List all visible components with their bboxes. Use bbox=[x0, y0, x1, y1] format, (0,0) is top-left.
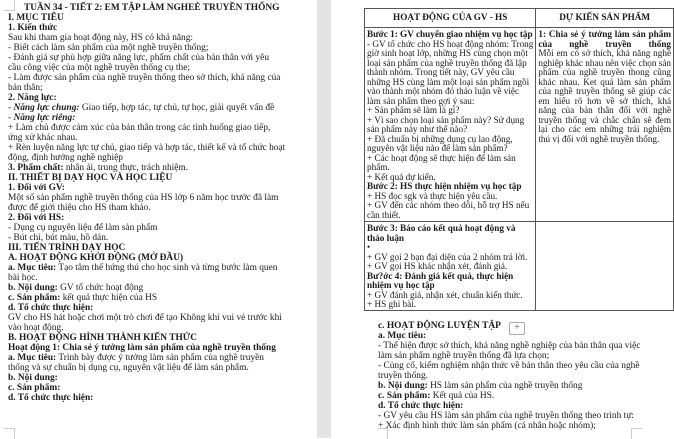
text-line bbox=[8, 313, 285, 323]
text-line bbox=[8, 363, 285, 373]
table-cell bbox=[536, 222, 674, 311]
bold-label: 2. Đối với HS: bbox=[8, 213, 65, 223]
text-line bbox=[8, 43, 285, 53]
bold-label: c. HOẠT ĐỘNG LUYỆN TẬP bbox=[378, 321, 501, 331]
line-text: giờ sinh hoạt lớp, những HS cùng chọn một bbox=[367, 48, 528, 58]
line-text: - bbox=[8, 113, 14, 123]
bold-label: Năng lực riêng: bbox=[13, 113, 76, 123]
line-text: làm sản phẩm nghề truyền thống đã lựa chọn; bbox=[378, 351, 550, 361]
text-line bbox=[367, 211, 533, 221]
line-text: GV cho HS hát hoặc chơi một trò chơi để tạo Không khí vui vẻ trước khi bbox=[8, 313, 282, 323]
text-line bbox=[8, 163, 285, 173]
text-line bbox=[367, 154, 533, 164]
bold-label: Bước 2: HS thực hiện nhiệm vụ học tập bbox=[367, 181, 522, 191]
text-line bbox=[8, 123, 285, 133]
bold-label: Hoạt động 1: Chia sẻ ý tưởng làm sản phẩm của nghề truyền thống bbox=[8, 343, 276, 353]
bold-label: III. TIẾN TRÌNH DẠY HỌC bbox=[8, 243, 126, 253]
line-text: + Xác định hình thức làm sản phẩm (cá nhân hoặc nhóm); bbox=[378, 421, 596, 431]
page-corner-mark bbox=[377, 428, 388, 439]
text-line bbox=[8, 383, 285, 393]
table-header-expected-product: DỰ KIẾN SẢN PHẨM bbox=[536, 9, 674, 28]
text-line bbox=[8, 3, 285, 13]
line-text: + Đã chuẩn bị những dụng cụ lao động, bbox=[367, 133, 513, 144]
line-text: thống và sự chuẩn bị dụng cụ, nguyên vật liệu để làm sản phẩm. bbox=[8, 363, 249, 373]
text-line bbox=[8, 243, 285, 253]
bold-label: b. Nội dung: bbox=[378, 381, 428, 391]
text-line bbox=[8, 283, 285, 293]
text-line bbox=[8, 113, 285, 123]
text-line bbox=[8, 23, 285, 33]
line-text: - bbox=[8, 103, 14, 113]
line-text: + GV gọi HS khác nhận xét, đánh giá. bbox=[367, 261, 508, 271]
text-line bbox=[8, 173, 285, 183]
text-line bbox=[378, 381, 640, 391]
line-text: + HS ghi bài. bbox=[367, 299, 417, 309]
line-text: phẩm của nghề truyền thong cũng bbox=[538, 67, 672, 77]
line-text: được để giới thiệu cho HS tham khảo. bbox=[8, 203, 151, 213]
bold-label: Bước 1: GV chuyển giao nhiệm vụ học tập bbox=[367, 29, 533, 39]
line-text: + Các hoạt động sẽ thực hiện để làm sản bbox=[367, 152, 516, 163]
text-line bbox=[8, 273, 285, 283]
text-line bbox=[367, 234, 533, 244]
text-line bbox=[378, 371, 640, 381]
text-line bbox=[8, 33, 285, 43]
line-text: + Vì sao chọn loại sản phẩm này? Sử dụng bbox=[367, 114, 525, 125]
bold-label: 1. Đối với GV: bbox=[8, 183, 65, 193]
left-page bbox=[0, 0, 317, 438]
text-line bbox=[8, 333, 285, 343]
line-text: + Kết quả dự kiến. bbox=[367, 171, 436, 182]
line-text: Mỗi em có sở thích, khả năng nghề bbox=[538, 48, 672, 58]
line-text: GV tổ chức hoạt động bbox=[57, 283, 144, 293]
line-text: Một số sản phẩm nghề truyền thống của HS lớp 6 năm học trước đã làm bbox=[8, 193, 279, 203]
line-text: - Củng cố, kiểm nghiệm nhận thức về bản thân theo yêu cầu của nghề bbox=[378, 361, 640, 371]
right-page bbox=[331, 0, 672, 438]
line-text: + HS đọc sgk và thực hiện yêu cầu. bbox=[367, 190, 498, 201]
line-text: - Đánh giá sự phù hợp giữa năng lực, phẩm chất của bản thân với yêu bbox=[8, 53, 270, 63]
text-line bbox=[378, 391, 640, 401]
text-line bbox=[8, 393, 285, 403]
table-cell bbox=[365, 28, 536, 222]
text-line bbox=[8, 343, 285, 353]
bold-label: d. Tổ chức thực hiện: bbox=[8, 303, 94, 313]
table-cell bbox=[365, 222, 536, 311]
bold-label: 1. Kiến thức bbox=[8, 23, 58, 33]
bold-label: b. Nội dung: bbox=[8, 283, 58, 293]
line-text: truyền thống và chắc chắn sẽ đem bbox=[538, 114, 672, 125]
table-cell bbox=[536, 28, 674, 222]
text-line bbox=[8, 53, 285, 63]
text-line bbox=[378, 421, 640, 431]
bold-label: a. Mục tiêu: bbox=[8, 353, 57, 363]
bold-label: d. Tổ chức thực hiện: bbox=[378, 401, 464, 411]
bold-label: d. Tổ chức thực hiện: bbox=[8, 393, 94, 403]
line-text: bài học. bbox=[8, 273, 38, 283]
line-text: - Dụng cụ nguyên liệu để làm sản phẩm bbox=[8, 223, 158, 233]
text-line bbox=[8, 153, 285, 163]
text-line bbox=[8, 253, 285, 263]
text-line bbox=[378, 411, 640, 421]
text-line bbox=[538, 135, 671, 145]
text-line bbox=[8, 133, 285, 143]
line-text: + Sản phẩm sẽ làm là gì? bbox=[367, 105, 460, 115]
bold-label: thảo luận bbox=[367, 232, 405, 243]
text-line bbox=[8, 203, 285, 213]
line-text: Trình bày được ý tưởng làm sản phẩm của nghề truyền bbox=[56, 353, 264, 363]
bold-label: 3. Phẩm chất: bbox=[8, 163, 64, 173]
bold-label: a. Mục tiêu: bbox=[8, 263, 57, 273]
text-line bbox=[8, 213, 285, 223]
line-text: động, định hướng nghề nghiệp bbox=[8, 153, 123, 163]
bold-label: A. HOẠT ĐỘNG KHỞI ĐỘNG (MỞ ĐẦU) bbox=[8, 253, 184, 263]
bold-label: 2. Năng lực: bbox=[8, 93, 57, 103]
line-text: năng của bản thân đối với nghề bbox=[538, 105, 672, 115]
line-text: sản phẩm này như thế nào? bbox=[367, 124, 468, 134]
bold-label: II. THIẾT BỊ DẠY HỌC VÀ HỌC LIỆU bbox=[8, 173, 173, 183]
line-text: - Làm được sản phẩm của nghề truyền thống theo sở thích, khả năng của bbox=[8, 73, 281, 83]
text-line bbox=[367, 300, 533, 310]
bold-label: Năng lực chung: bbox=[13, 103, 80, 113]
line-text: nguyên vật liệu nào để làm sản phẩm? bbox=[367, 143, 508, 153]
line-text: ứng xử khác nhau. bbox=[8, 133, 78, 143]
line-text: thú vị đối với nghề truyền thống. bbox=[538, 133, 660, 144]
line-text: kết quả thực hiện của HS bbox=[60, 293, 158, 303]
text-line bbox=[8, 323, 285, 333]
text-line bbox=[8, 223, 285, 233]
bold-label: nhiệm vụ học tập bbox=[367, 280, 435, 290]
line-text: làm sản phẩm theo gợi ý sau: bbox=[367, 95, 475, 106]
bold-label: TUẦN 34 - TIẾT 2: EM TẬP LÀM NGHEÈ TRUYỀN THỐNG bbox=[24, 3, 280, 13]
text-line bbox=[8, 143, 285, 153]
line-text: khác nhau. Ket quả làm sản phẩm bbox=[538, 76, 672, 87]
bold-label: c. Sản phẩm: bbox=[378, 391, 431, 401]
line-text: + GV gọi 2 bạn đại diện của 2 nhóm trả lời. bbox=[367, 251, 528, 262]
text-line bbox=[8, 93, 285, 103]
text-line bbox=[378, 341, 640, 351]
text-line bbox=[8, 293, 285, 303]
text-line bbox=[378, 361, 640, 371]
text-line bbox=[378, 401, 640, 411]
text-line bbox=[8, 373, 285, 383]
line-text: truyền thống. bbox=[378, 371, 428, 381]
line-text: những HS cùng làm một loại sản phẩm ngồi bbox=[367, 76, 530, 87]
line-text: - Thể hiện được sở thích, khả năng nghề nghiệp của bản thân qua việc bbox=[378, 341, 641, 351]
bold-label: b. Nội dung: bbox=[8, 373, 58, 383]
line-text: vào hoạt động. bbox=[8, 323, 64, 333]
text-line bbox=[8, 73, 285, 83]
line-text: HS làm sản phẩm của nghề truyền thống bbox=[427, 381, 583, 391]
page-corner-mark bbox=[4, 428, 15, 439]
line-text: em hiểu rõ hơn về sở thích, khả bbox=[538, 95, 672, 106]
bold-label: B. HOẠT ĐỘNG HÌNH THÀNH KIẾN THỨC bbox=[8, 333, 198, 343]
line-text: + GV đánh giá, nhận xét, chuẩn kiến thức. bbox=[367, 289, 523, 300]
bold-label: của nghề truyền thống bbox=[538, 38, 672, 49]
line-text: thành nhóm. Trong tiết này, GV yêu cầu bbox=[367, 67, 515, 77]
left-page-text bbox=[8, 3, 285, 403]
text-line bbox=[8, 13, 285, 23]
line-text: + GV đến các nhóm theo dõi, hỗ trợ HS nếu bbox=[367, 200, 530, 210]
text-line bbox=[8, 183, 285, 193]
line-text: cầu công việc của một nghề truyền thống cụ the; bbox=[8, 63, 190, 73]
activity-table bbox=[364, 8, 674, 311]
text-line bbox=[8, 353, 285, 363]
line-text: loại sản phẩm của nghề truyền thống đã lập bbox=[367, 57, 527, 68]
line-text: - Biết cách làm sản phẩm của một nghề truyền thống; bbox=[8, 43, 209, 53]
bold-label: Bước 3: Báo cáo kết quả hoạt động và bbox=[367, 223, 516, 233]
line-text: Giao tiếp, hợp tác, tự chủ, tự học, giải quyết vấn đề bbox=[79, 103, 275, 113]
bold-label: Bư?ớc 4: Đánh giá kết quả, thực hiện bbox=[367, 270, 514, 281]
bold-label: a. Mục tiêu: bbox=[378, 331, 427, 341]
text-line bbox=[8, 63, 285, 73]
line-text: cần thiết. bbox=[367, 209, 401, 220]
line-text: lại cho các em những trải nghiệm bbox=[538, 124, 672, 134]
line-text: phẩm. bbox=[367, 162, 390, 172]
table-header-teacher-student: HOẠT ĐỘNG CỦA GV - HS bbox=[365, 9, 536, 28]
text-line bbox=[8, 103, 285, 113]
line-text: + Rèn luyện năng lực tự chủ, giao tiếp và hợp tác, thiết kế và tổ chức hoạt bbox=[8, 143, 286, 153]
line-text: vào thành một nhóm đỏ thảo luận về việc bbox=[367, 86, 520, 96]
bold-label: c. Sản phẩm: bbox=[8, 293, 61, 303]
text-line bbox=[378, 351, 640, 361]
line-text: • bbox=[367, 242, 371, 252]
bold-label: I. MỤC TIÊU bbox=[8, 13, 64, 23]
text-line bbox=[8, 303, 285, 313]
line-text: nhân ái, trung thực, trách nhiệm. bbox=[63, 163, 189, 173]
line-text: + Làm chủ được cảm xúc của bản thân trong các tình huống giao tiếp, bbox=[8, 123, 271, 133]
line-text: Kết quả của HS. bbox=[430, 391, 495, 401]
line-text: của nghề truyền thống sẽ giúp các bbox=[538, 86, 672, 96]
line-text: nghiệp khác nhau nên việc chọn sản bbox=[538, 57, 672, 68]
text-line bbox=[8, 193, 285, 203]
line-text: - GV yêu cầu HS làm sản phẩm của nghề truyền thống theo trình tự: bbox=[378, 411, 634, 421]
add-row-button[interactable]: + bbox=[509, 322, 525, 335]
bold-label: c. Sản phẩm: bbox=[8, 383, 61, 393]
text-line bbox=[8, 233, 285, 243]
line-text: Sau khi tham gia hoạt động này, HS có khả năng: bbox=[8, 33, 194, 43]
bold-label: 1: Chia sẻ ý tưởng làm sản phẩm bbox=[538, 29, 672, 39]
page-corner-mark bbox=[631, 428, 642, 439]
text-line bbox=[8, 83, 285, 93]
line-text: bản thân; bbox=[8, 83, 43, 93]
line-text: - GV tổ chức cho HS hoạt động nhóm: Trong bbox=[367, 38, 534, 49]
page-gap bbox=[317, 0, 331, 438]
text-line bbox=[8, 263, 285, 273]
right-page-text bbox=[378, 321, 640, 431]
line-text: Tạo tâm thế hứng thú cho học sinh và từng bước làm quen bbox=[56, 263, 278, 273]
line-text: - Bút chì, bút màu, hồ dán. bbox=[8, 233, 109, 243]
